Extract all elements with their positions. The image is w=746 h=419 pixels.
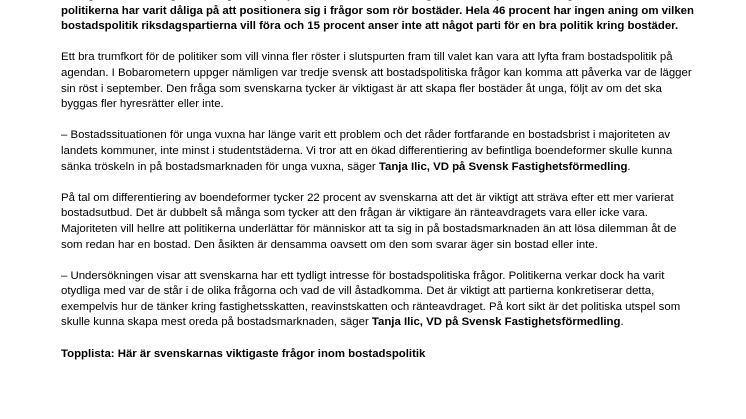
quote-paragraph-housing-situation	[61, 128, 701, 175]
quote-text: – Bostadssituationen för unga vuxna har länge varit ett problem och det råder fortfarande en bostadsbrist i majoriteten av landets kommuner, inte minst i studentstäderna. Vi tror att en ökad differentiering av befintliga boendeformer skulle kunna sänka tröskeln in på bostadsmarknaden för unga vuxna, säger	[61, 129, 673, 173]
lead-paragraph: politikerna har varit dåliga på att positionera sig i frågor som rör bostäder. Hela 46 procent har ingen aning om vilken bostadspolitik riksdagspartierna vill föra och 15 procent anser inte att något parti för en bra politik kring bostäder.	[61, 4, 694, 33]
paragraph-political-trumpcard: Ett bra trumfkort för de politiker som vill vinna fler röster i slutspurten fram till valet kan vara att lyfta fram bostadspolitik på agendan. I Bobarometern uppger nämligen var tredje svensk att bostadspolitiska frågor kan komma att påverka var de lägger sin röst i september. Den fråga som svenskarna tycker är viktigast är att skapa fler bostäder åt unga, följt av om det ska byggas fler hyresrätter eller inte.	[61, 51, 692, 111]
quote-end: .	[627, 160, 631, 173]
quote-speaker: Tanja Ilic, VD på Svensk Fastighetsförmedling	[378, 160, 628, 173]
quote-end: .	[620, 316, 624, 329]
paragraph-differentiation: På tal om differentiering av boendeformer tycker 22 procent av svenskarna att det är viktigt att sträva efter ett mer varierat bostadsutbud. Det är dubbelt så många som tycker att den frågan är viktigare än ränteavdragets vara eller icke vara. Majoriteten vill hellre att politikerna underlättar för människor att ta sig in på bostadsmarknaden än att lösa dilemman åt de som redan har en bostad. Den åsikten är densamma oavsett om den som svarar äger sin bostad eller inte.	[61, 191, 677, 251]
quote-text: – Undersökningen visar att svenskarna har ett tydligt intresse för bostadspolitiska frågor. Politikerna verkar dock ha varit otydliga med var de står i de olika frågorna och vad de vill åstadkomma. Det är viktigt att partierna konkretiserar detta, exempelvis hur de tänker kring fastighetsskatten, reavinstskatten och ränteavdraget. På kort sikt är det politiska utspel som skulle kunna skapa mest oreda på bostadsmarknaden, säger	[61, 269, 681, 329]
quote-paragraph-survey	[61, 269, 701, 331]
quote-speaker: Tanja Ilic, VD på Svensk Fastighetsförmedling	[371, 316, 621, 329]
document-body	[61, 0, 701, 362]
toplist-heading: Topplista: Här är svenskarnas viktigaste frågor inom bostadspolitik	[61, 347, 426, 360]
